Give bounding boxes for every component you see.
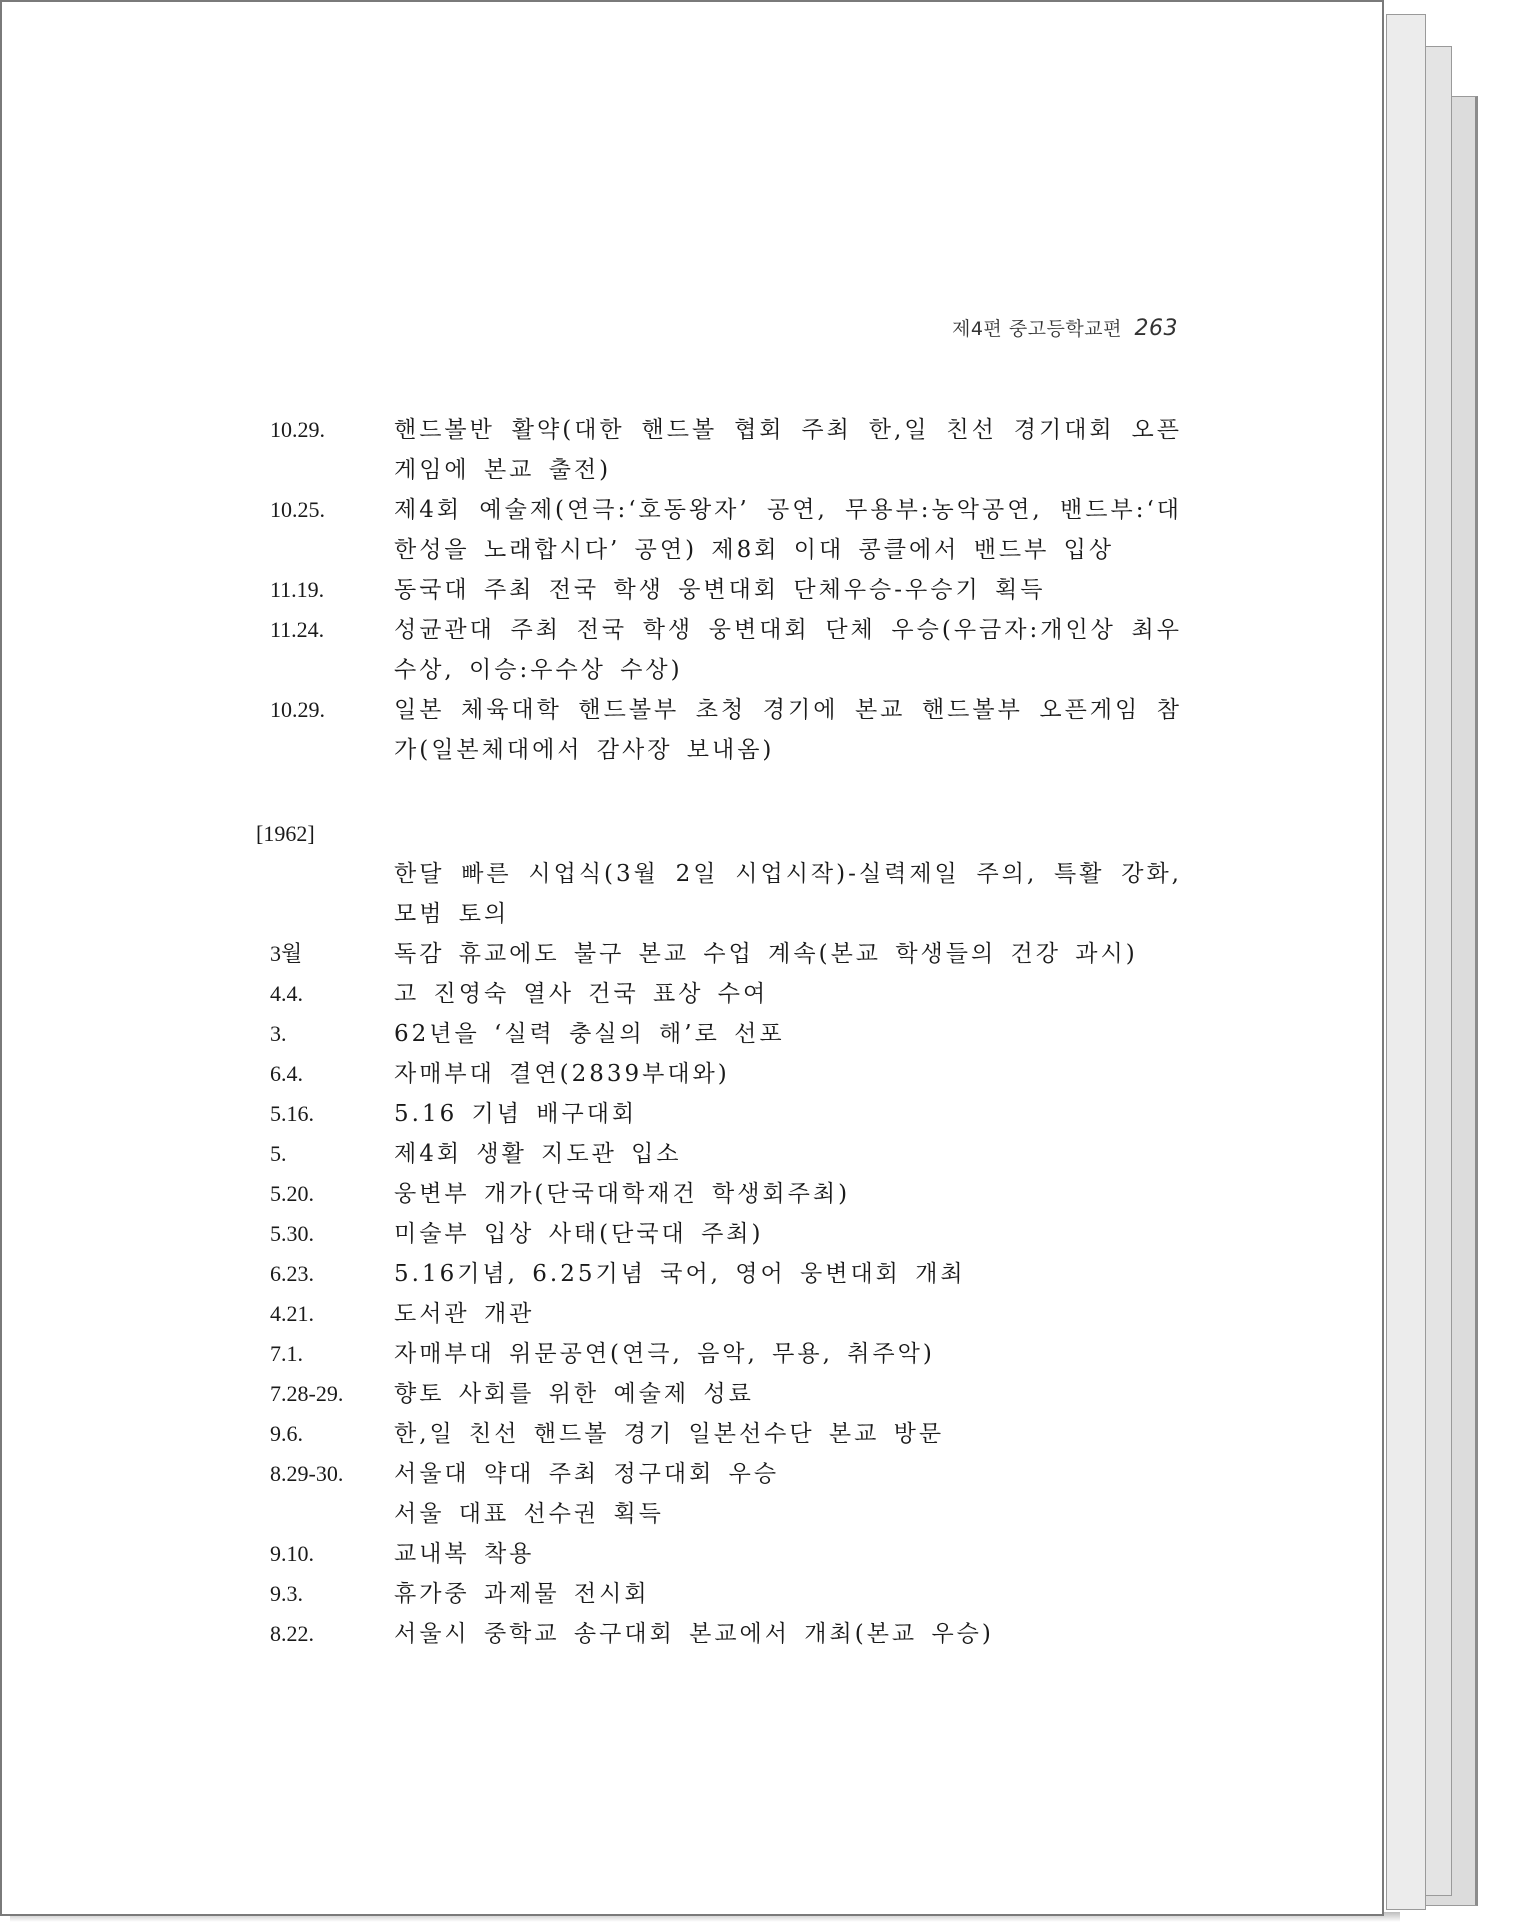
chronology-entry [270,1294,1182,1334]
entry-date: 9.3. [270,1581,303,1606]
entry-text: 동국대 주최 전국 학생 웅변대회 단체우승-우승기 획득 [394,577,1046,603]
entry-date: 5.16. [270,1101,314,1126]
entry-text: 도서관 개관 [394,1301,535,1327]
running-head [952,314,1178,341]
chronology-entry [270,610,1182,690]
entry-date: 11.19. [270,577,325,602]
entry-text: 성균관대 주최 전국 학생 웅변대회 단체 우승(우금자:개인상 최우수상, 이승:우수상 수상) [394,617,1182,683]
entry-text: 자매부대 결연(2839부대와) [394,1061,730,1087]
chronology-entry [270,1254,1182,1294]
entry-text: 서울대 약대 주최 정구대회 우승 [394,1461,780,1487]
entry-date: 5.30. [270,1221,314,1246]
entry-text: 한달 빠른 시업식(3월 2일 시업시작)-실력제일 주의, 특활 강화, 모범 토의 [394,861,1182,927]
entry-date: 11.24. [270,617,325,642]
entry-date: 6.4. [270,1061,303,1086]
entry-text: 서울 대표 선수권 획득 [394,1501,664,1527]
entry-date: 7.28-29. [270,1381,344,1406]
chronology-entry [270,974,1182,1014]
chronology-entry [270,1414,1182,1454]
entry-date: 3월 [270,941,303,966]
chronology-entry [270,690,1182,770]
entry-date: 9.10. [270,1541,314,1566]
chronology-entry [270,1494,1182,1534]
entry-text: 한,일 친선 핸드볼 경기 일본선수단 본교 방문 [394,1421,945,1447]
chronology-entry [270,410,1182,490]
entry-text: 제4회 예술제(연극:‘호동왕자’ 공연, 무용부:농악공연, 밴드부:‘대한성을 노래합시다’ 공연) 제8회 이대 콩클에서 밴드부 입상 [394,497,1182,563]
entry-date: 7.1. [270,1341,303,1366]
entry-date: 3. [270,1021,287,1046]
entry-text: 제4회 생활 지도관 입소 [394,1141,682,1167]
entry-date: 4.21. [270,1301,314,1326]
entry-date: 10.29. [270,417,325,442]
entry-date: 9.6. [270,1421,303,1446]
chronology-entry [270,1014,1182,1054]
chronology-entry [270,854,1182,934]
entry-date: 8.22. [270,1621,314,1646]
entry-text: 62년을 ‘실력 충실의 해’로 선포 [394,1021,785,1047]
entry-text: 서울시 중학교 송구대회 본교에서 개최(본교 우승) [394,1621,994,1647]
entry-text: 향토 사회를 위한 예술제 성료 [394,1381,754,1407]
page-edge-front [1386,14,1426,1910]
entries-1961 [270,410,1182,770]
page-number: 263 [1134,316,1178,341]
entry-text: 자매부대 위문공연(연극, 음악, 무용, 취주악) [394,1341,935,1367]
chronology-entry [270,1454,1182,1494]
entry-date: 5. [270,1141,287,1166]
chronology-entry [270,1054,1182,1094]
chronology-entry [270,1134,1182,1174]
chronology-entry [270,1574,1182,1614]
entry-text: 교내복 착용 [394,1541,535,1567]
chronology-entry [270,1094,1182,1134]
entry-date: 10.29. [270,697,325,722]
entry-text: 핸드볼반 활약(대한 핸드볼 협회 주최 한,일 친선 경기대회 오픈게임에 본교 출전) [394,417,1182,483]
entry-text: 독감 휴교에도 불구 본교 수업 계속(본교 학생들의 건강 과시) [394,941,1138,967]
year-heading: [1962] [256,821,315,846]
entries-1962 [270,854,1182,1654]
entry-text: 5.16기념, 6.25기념 국어, 영어 웅변대회 개최 [394,1261,966,1287]
chronology-entry [270,1614,1182,1654]
chronology-entry [270,1214,1182,1254]
chronology-entry [270,1174,1182,1214]
chronology-entry [270,1334,1182,1374]
entry-text: 고 진영숙 열사 건국 표상 수여 [394,981,769,1007]
chronology-entry [270,570,1182,610]
chronology-entry [270,490,1182,570]
entry-date: 8.29-30. [270,1461,344,1486]
chronology-entry [270,934,1182,974]
entry-date: 10.25. [270,497,325,522]
entry-text: 5.16 기념 배구대회 [394,1101,638,1127]
running-head-title: 제4편 중고등학교편 [951,318,1122,340]
entry-date: 5.20. [270,1181,314,1206]
entry-date: 6.23. [270,1261,314,1286]
chronology-entry [270,1374,1182,1414]
chronology [256,410,1182,1654]
entry-text: 휴가중 과제물 전시회 [394,1581,650,1607]
entry-text: 일본 체육대학 핸드볼부 초청 경기에 본교 핸드볼부 오픈게임 참가(일본체대에서 감사장 보내옴) [394,697,1182,763]
entry-text: 웅변부 개가(단국대학재건 학생회주최) [394,1181,851,1207]
entry-text: 미술부 입상 사태(단국대 주최) [394,1221,764,1247]
chronology-entry [270,1534,1182,1574]
entry-date: 4.4. [270,981,303,1006]
